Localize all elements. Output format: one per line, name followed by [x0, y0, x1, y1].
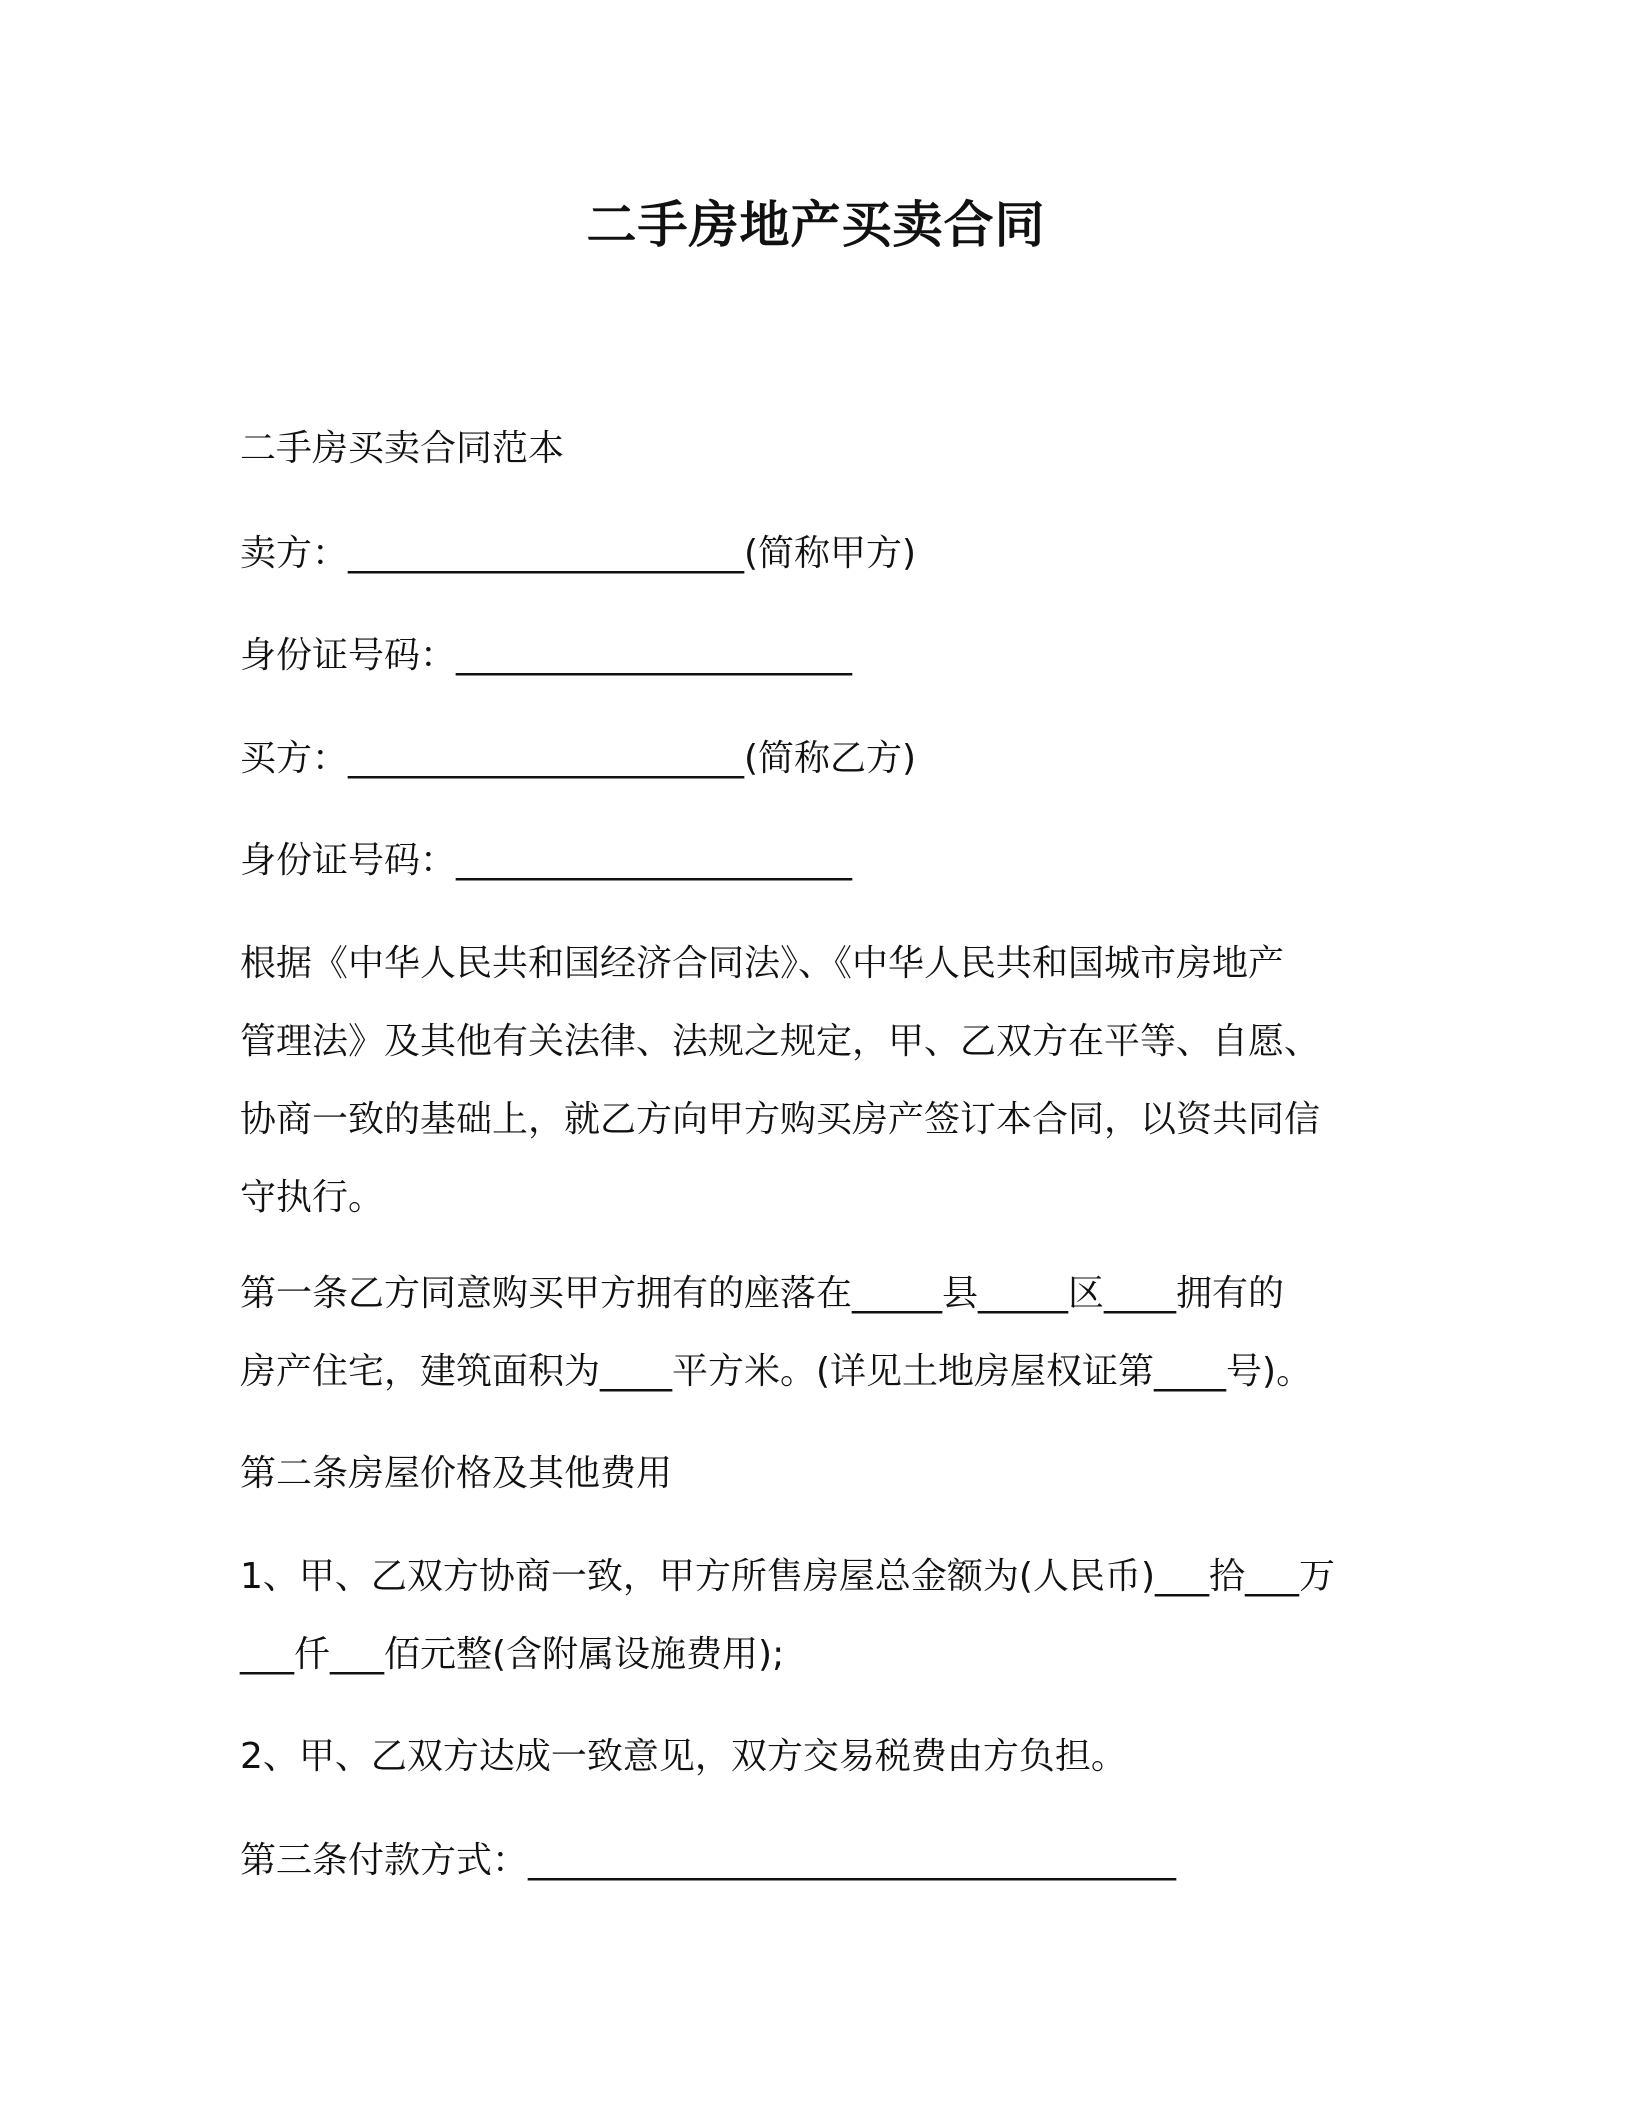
buyer-line: 买方：______________________(简称乙方): [240, 738, 917, 779]
preamble-line: 管理法》及其他有关法律、法规之规定，甲、乙双方在平等、自愿、: [240, 1021, 1321, 1062]
article-1-line: 第一条乙方同意购买甲方拥有的座落在_____县_____区____拥有的: [240, 1273, 1285, 1314]
article-1-line: 房产住宅，建筑面积为____平方米。(详见土地房屋权证第____号)。: [240, 1351, 1313, 1392]
article-2-item-1: [240, 1538, 1390, 1694]
article-1-paragraph: [240, 1255, 1390, 1411]
document-subtitle: 二手房买卖合同范本: [240, 428, 565, 469]
seller-line: 卖方：______________________(简称甲方): [240, 533, 917, 574]
article-3-line: 第三条付款方式：____________________________________: [240, 1840, 1177, 1881]
preamble-paragraph: [240, 925, 1390, 1237]
preamble-line: 守执行。: [240, 1177, 385, 1218]
preamble-line: 根据《中华人民共和国经济合同法》、《中华人民共和国城市房地产: [240, 943, 1285, 984]
preamble-line: 协商一致的基础上，就乙方向甲方购买房产签订本合同，以资共同信: [240, 1099, 1321, 1140]
document-title: 二手房地产买卖合同: [586, 196, 1046, 254]
seller-id-line: 身份证号码：______________________: [240, 635, 853, 676]
article-2-item-1-line: ___仟___佰元整(含附属设施费用);: [240, 1634, 785, 1675]
article-2-item-1-line: 1、甲、乙双方协商一致，甲方所售房屋总金额为(人民币)___拾___万: [240, 1556, 1335, 1597]
article-2-item-2: 2、甲、乙双方达成一致意见，双方交易税费由方负担。: [240, 1736, 1127, 1777]
buyer-id-line: 身份证号码：______________________: [240, 840, 853, 881]
article-2-heading: 第二条房屋价格及其他费用: [240, 1453, 673, 1494]
